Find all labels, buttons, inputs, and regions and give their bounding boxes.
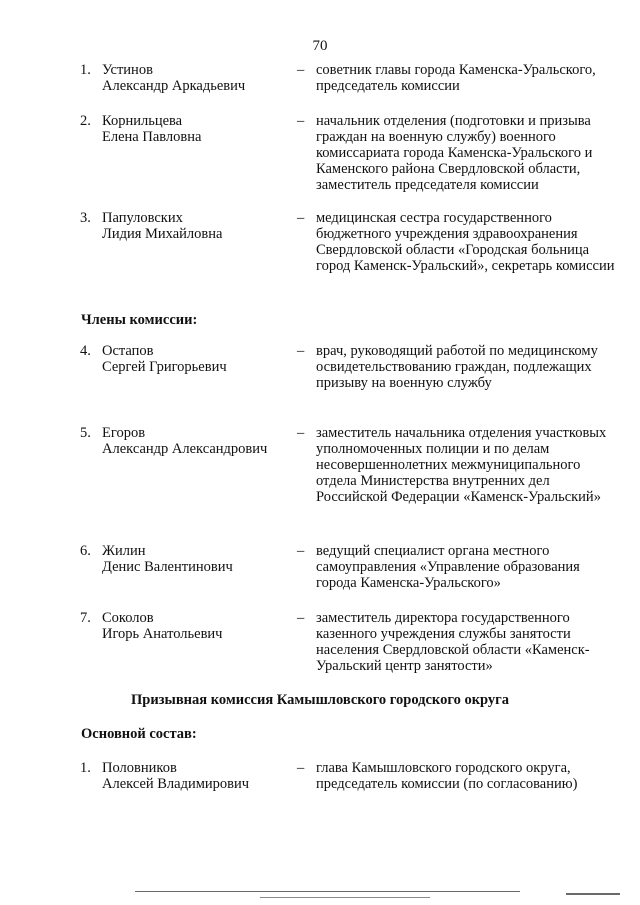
page-number: 70 [312, 38, 328, 54]
position-description: ведущий специалист органа местного самоуправления «Управление образования города Каменска-Уральского» [316, 543, 580, 591]
scan-artifact-line [135, 891, 520, 892]
dash: – [297, 760, 305, 776]
person-name [102, 210, 287, 242]
item-number: 1. [80, 760, 91, 776]
surname: Соколов [102, 610, 154, 626]
given-names: Игорь Анатольевич [102, 626, 223, 642]
dash: – [297, 425, 305, 441]
person-name [102, 425, 287, 457]
position-description: заместитель начальника отделения участковых уполномоченных полиции и по делам несовершеннолетних межмуниципального отдела Министерства внутренних дел Российской Федерации «Каменск-Уральский» [316, 425, 607, 505]
position-description: заместитель директора государственного казенного учреждения службы занятости населения Свердловской области «Каменск-Уральский центр занятости» [316, 610, 590, 674]
person-name [102, 113, 287, 145]
item-number: 1. [80, 62, 91, 78]
surname: Жилин [102, 543, 146, 559]
person-name [102, 62, 287, 94]
given-names: Лидия Михайловна [102, 226, 223, 242]
item-number: 7. [80, 610, 91, 626]
given-names: Александр Александрович [102, 441, 268, 457]
given-names: Александр Аркадьевич [102, 78, 246, 94]
surname: Половников [102, 760, 177, 776]
item-number: 3. [80, 210, 91, 226]
item-number: 5. [80, 425, 91, 441]
given-names: Денис Валентинович [102, 559, 233, 575]
dash: – [297, 543, 305, 559]
person-name [102, 760, 287, 792]
position-description: медицинская сестра государственного бюджетного учреждения здравоохранения Свердловской области «Городская больница город Каменск-Уральский», секретарь комиссии [316, 210, 615, 274]
person-name [102, 543, 287, 575]
position-description: врач, руководящий работой по медицинскому освидетельствованию граждан, подлежащих призыву на военную службу [316, 343, 598, 391]
person-name [102, 610, 287, 642]
position-description: советник главы города Каменска-Уральского, председатель комиссии [316, 62, 596, 94]
dash: – [297, 62, 305, 78]
surname: Корнильцева [102, 113, 183, 129]
person-name [102, 343, 287, 375]
section-title: Призывная комиссия Камышловского городского округа [130, 692, 510, 708]
members-heading: Члены комиссии: [81, 312, 198, 328]
item-number: 4. [80, 343, 91, 359]
given-names: Алексей Владимирович [102, 776, 250, 792]
dash: – [297, 113, 305, 129]
surname: Остапов [102, 343, 154, 359]
surname: Егоров [102, 425, 146, 441]
surname: Устинов [102, 62, 153, 78]
position-description: начальник отделения (подготовки и призыва граждан на военную службу) военного комиссариата города Каменска-Уральского и Каменского района Свердловской области, заместитель председателя комиссии [316, 113, 593, 193]
position-description: глава Камышловского городского округа, председатель комиссии (по согласованию) [316, 760, 578, 792]
surname: Папуловских [102, 210, 183, 226]
main-composition-heading: Основной состав: [81, 726, 197, 742]
item-number: 2. [80, 113, 91, 129]
given-names: Елена Павловна [102, 129, 202, 145]
dash: – [297, 610, 305, 626]
given-names: Сергей Григорьевич [102, 359, 227, 375]
item-number: 6. [80, 543, 91, 559]
scan-artifact-line [260, 897, 430, 898]
scan-artifact-line [566, 893, 620, 895]
dash: – [297, 343, 305, 359]
dash: – [297, 210, 305, 226]
